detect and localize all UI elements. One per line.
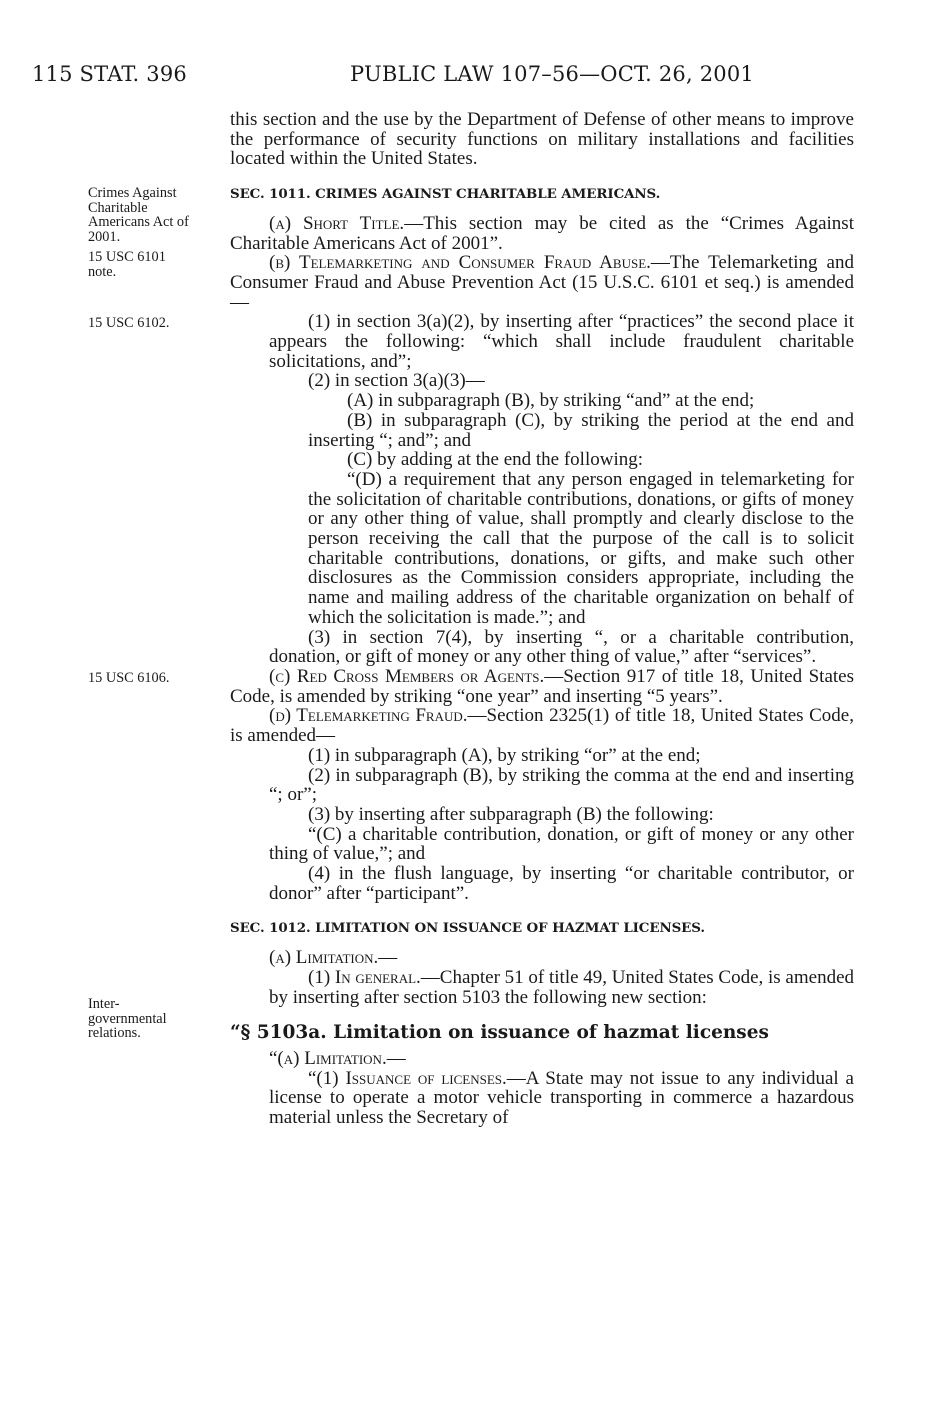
quoted-subparagraph-d: “(D) a requirement that any person engaged in telemarketing for the solicitation of charitable contributions, donations, or gifts of money or any other thing of value, shall promptly and clearly disclose to the person receiving the call that the purpose of the call is to solicit charitable contributions, donations, or gifts, and make such other disclosures as the Commission considers appropriate, including the name and mailing address of the charitable organization on behalf of which the solicitation is made.”; and: [308, 468, 854, 628]
paragraph-1: (1) in section 3(a)(2), by inserting after “practices” the second place it appears the following: “which shall include fraudulent charitable solicitations, and”;: [269, 311, 854, 372]
subparagraph-a: (A) in subparagraph (B), by striking “and” at the end;: [347, 390, 755, 412]
paragraph-d1: (1) in subparagraph (A), by striking “or” at the end;: [308, 744, 701, 766]
paragraph-d2: (2) in subparagraph (B), by striking the comma at the end and inserting “; or”;: [269, 764, 854, 806]
quoted-subparagraph-c: “(C) a charitable contribution, donation, or gift of money or any other thing of value,”; and: [269, 823, 854, 865]
public-law-title: PUBLIC LAW 107–56—OCT. 26, 2001: [350, 62, 754, 86]
paragraph-d4: (4) in the flush language, by inserting “or charitable contributor, or donor” after “participant”.: [269, 863, 854, 904]
quoted-issuance-of-licenses: “(1) Issuance of licenses.—A State may not issue to any individual a license to operate a motor vehicle transporting in commerce a hazardous material unless the Secretary of: [269, 1067, 854, 1129]
intro-paragraph: this section and the use by the Department of Defense of other means to improve the performance of security functions on military installations and facilities located within the United States.: [230, 109, 854, 170]
paragraph-c-red-cross: (c) Red Cross Members or Agents.—Section 917 of title 18, United States Code, is amended by striking “one year” and inserting “5 years”.: [230, 665, 855, 707]
statute-page-number: 115 STAT. 396: [32, 62, 187, 86]
page-header: [32, 62, 862, 92]
paragraph-a-short-title: (a) Short Title.—This section may be cited as the “Crimes Against Charitable Americans Act of 2001”.: [230, 212, 854, 254]
paragraph-2: (2) in section 3(a)(3)—: [308, 370, 485, 392]
margin-note-usc-6101: 15 USC 6101 note.: [88, 249, 166, 280]
margin-note-intergovernmental: Inter- governmental relations.: [88, 996, 167, 1041]
paragraph-a-limitation: (a) Limitation.—: [269, 947, 398, 969]
margin-note-usc-6106: 15 USC 6106.: [88, 670, 170, 686]
margin-note-usc-6102: 15 USC 6102.: [88, 315, 170, 331]
quoted-limitation: “(a) Limitation.—: [269, 1047, 406, 1069]
margin-note-crimes-act: Crimes Against Charitable Americans Act of 2001.: [88, 185, 189, 245]
subparagraph-b: (B) in subparagraph (C), by striking the period at the end and inserting “; and”; and: [308, 409, 854, 451]
paragraph-1-in-general: (1) In general.—Chapter 51 of title 49, United States Code, is amended by inserting after section 5103 the following new section:: [269, 966, 855, 1008]
subparagraph-c: (C) by adding at the end the following:: [347, 449, 644, 471]
paragraph-d-telemarketing-fraud: (d) Telemarketing Fraud.—Section 2325(1) of title 18, United States Code, is amended—: [230, 705, 854, 747]
paragraph-d3: (3) by inserting after subparagraph (B) the following:: [308, 803, 714, 825]
section-5103a-heading: “§ 5103a. Limitation on issuance of hazmat licenses: [230, 1022, 769, 1044]
document-body: [230, 110, 854, 1128]
paragraph-b-telemarketing: (b) Telemarketing and Consumer Fraud Abuse.—The Telemarketing and Consumer Fraud and Abuse Prevention Act (15 U.S.C. 6101 et seq.) is amended—: [230, 252, 854, 313]
paragraph-3: (3) in section 7(4), by inserting “, or a charitable contribution, donation, or gift of money or any other thing of value,” after “services”.: [269, 626, 854, 668]
section-1012-heading: SEC. 1012. LIMITATION ON ISSUANCE OF HAZMAT LICENSES.: [230, 920, 705, 937]
section-1011-heading: SEC. 1011. CRIMES AGAINST CHARITABLE AMERICANS.: [230, 186, 661, 203]
